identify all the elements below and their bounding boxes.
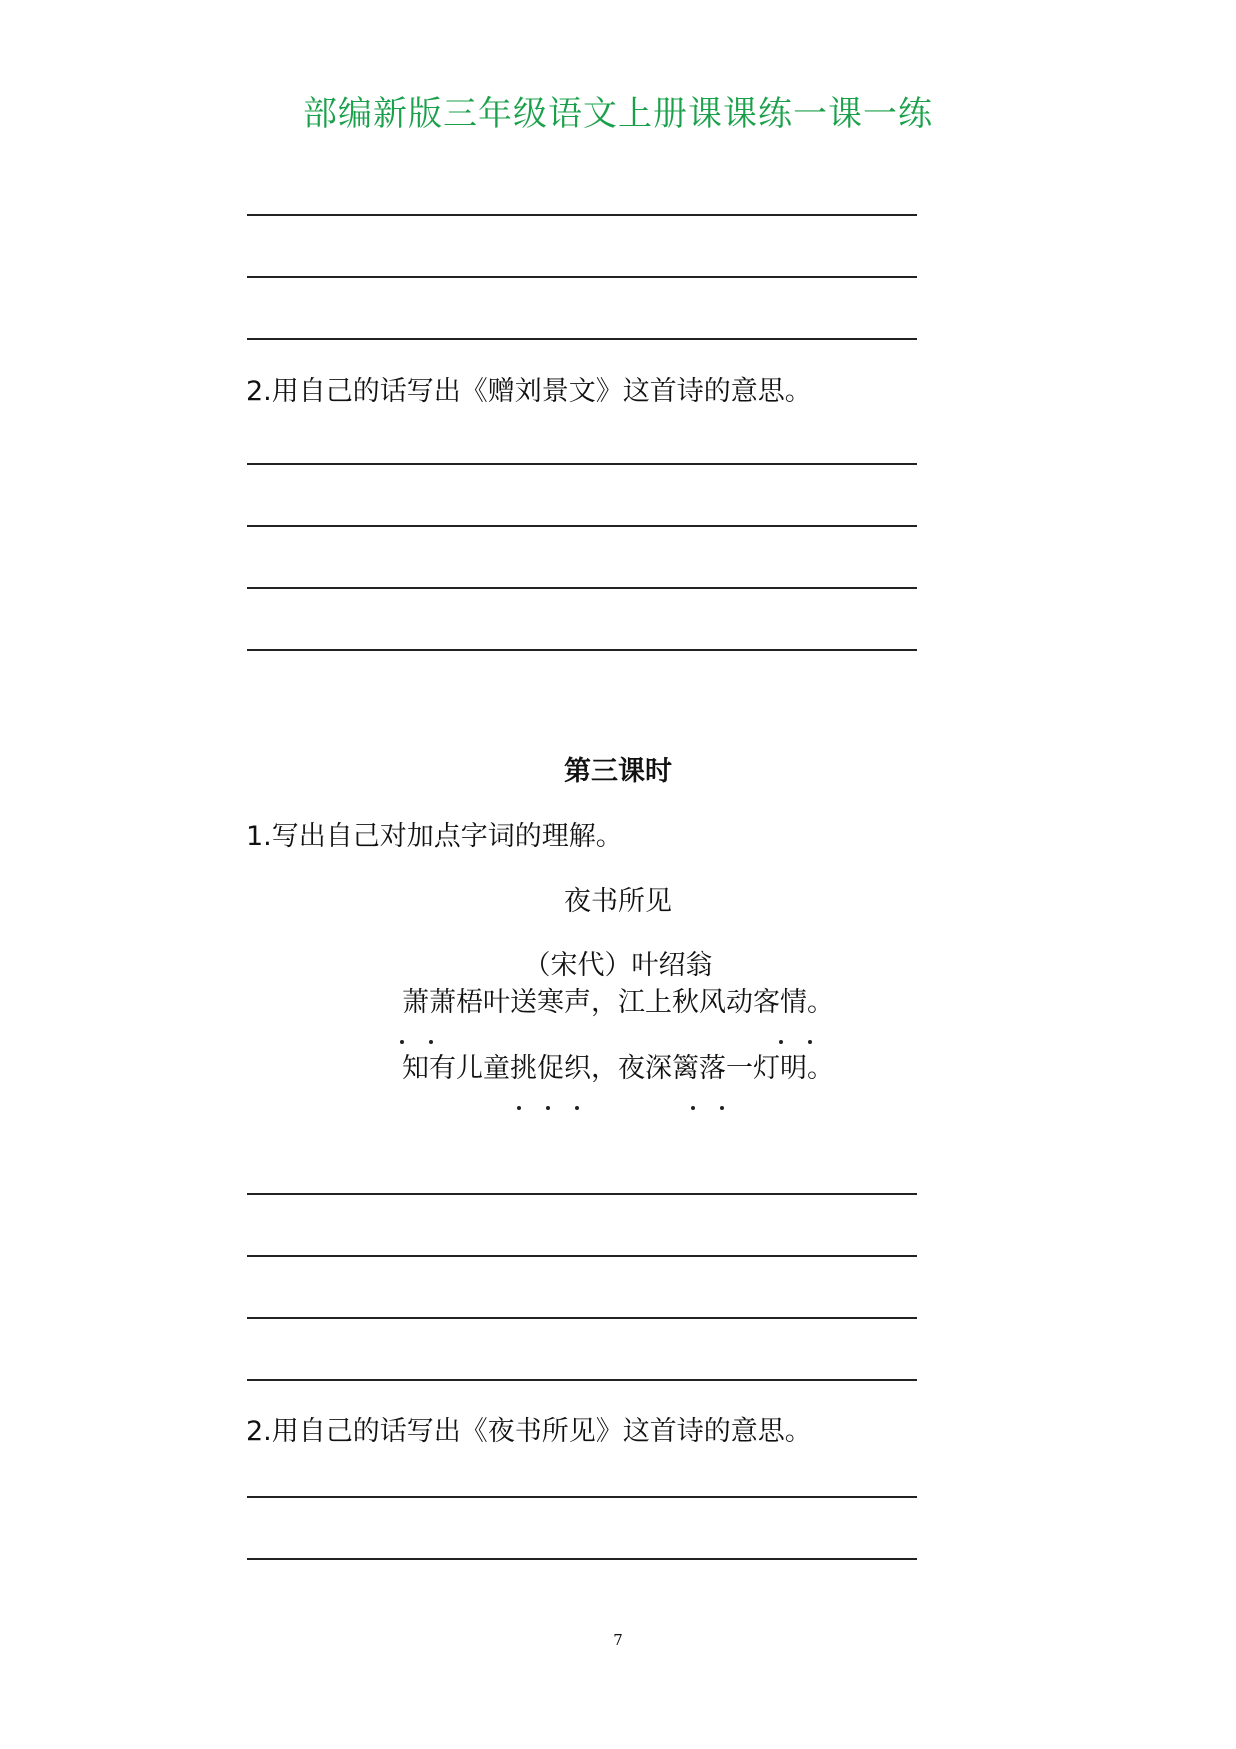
question-2-ye-shu-suo-jian: 2.用自己的话写出《夜书所见》这首诗的意思。 <box>246 1416 812 1447</box>
emphasis-dot <box>691 1106 695 1110</box>
emphasis-dot <box>575 1106 579 1110</box>
answer-line <box>247 1379 917 1381</box>
emphasis-dot <box>517 1106 521 1110</box>
emphasis-dot <box>808 1040 812 1044</box>
answer-line <box>247 1317 917 1319</box>
answer-line <box>247 1255 917 1257</box>
answer-line <box>247 276 917 278</box>
answer-line <box>247 463 917 465</box>
poem-line-1: 萧萧梧叶送寒声，江上秋风动客情。 <box>402 987 834 1018</box>
answer-line <box>247 649 917 651</box>
answer-line <box>247 214 917 216</box>
answer-line <box>247 1558 917 1560</box>
poem-title: 夜书所见 <box>564 886 672 917</box>
answer-line <box>247 1193 917 1195</box>
emphasis-dot <box>546 1106 550 1110</box>
answer-line <box>247 525 917 527</box>
question-2-zeng-liu-jingwen: 2.用自己的话写出《赠刘景文》这首诗的意思。 <box>246 376 812 407</box>
section-heading: 第三课时 <box>564 756 672 787</box>
question-1-dotted-words: 1.写出自己对加点字词的理解。 <box>246 821 623 852</box>
answer-line <box>247 587 917 589</box>
emphasis-dot <box>720 1106 724 1110</box>
poem-author: （宋代）叶绍翁 <box>523 950 713 981</box>
answer-line <box>247 1496 917 1498</box>
answer-line <box>247 338 917 340</box>
poem-line-2: 知有儿童挑促织，夜深篱落一灯明。 <box>402 1053 834 1084</box>
emphasis-dot <box>400 1040 404 1044</box>
emphasis-dot <box>779 1040 783 1044</box>
document-header-title: 部编新版三年级语文上册课课练一课一练 <box>303 94 933 134</box>
page-number: 7 <box>613 1631 623 1649</box>
emphasis-dot <box>429 1040 433 1044</box>
